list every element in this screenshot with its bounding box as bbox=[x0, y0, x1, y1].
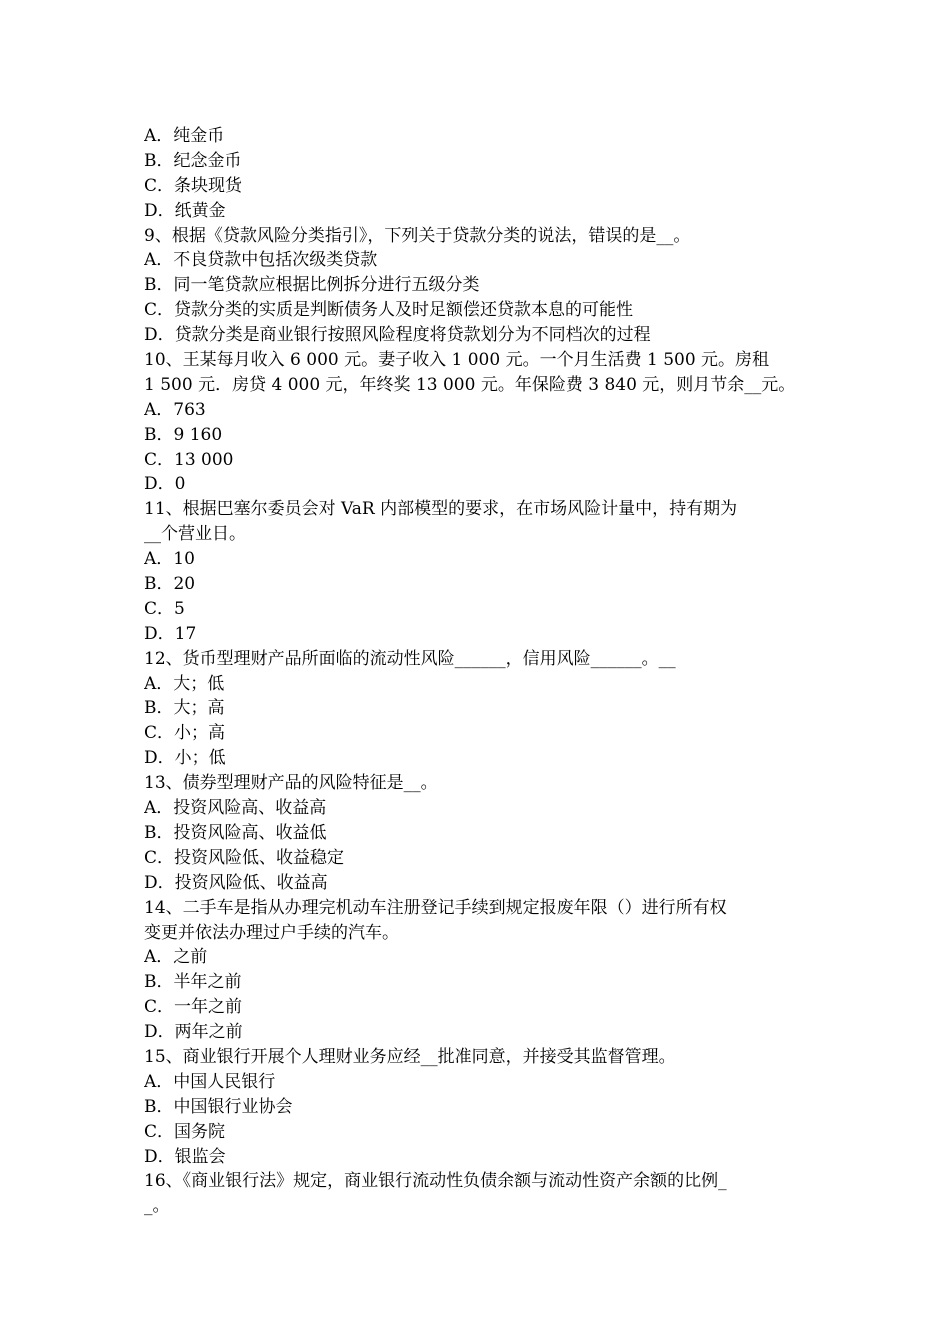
option-line: C．一年之前 bbox=[144, 997, 243, 1018]
option-line: D．两年之前 bbox=[144, 1022, 243, 1043]
option-line: B．中国银行业协会 bbox=[144, 1096, 293, 1117]
option-line: C．5 bbox=[144, 598, 185, 619]
option-line: B．大；高 bbox=[144, 698, 225, 719]
option-line: A．之前 bbox=[144, 947, 208, 968]
option-line: D．贷款分类是商业银行按照风险程度将贷款划分为不同档次的过程 bbox=[144, 325, 651, 346]
option-line: D．银监会 bbox=[144, 1146, 226, 1167]
question-13: 13、债券型理财产品的风险特征是__。 bbox=[144, 773, 438, 794]
option-line: A．大；低 bbox=[144, 673, 225, 694]
question-11: 11、根据巴塞尔委员会对 VaR 内部模型的要求，在市场风险计量中，持有期为 bbox=[144, 499, 738, 520]
question-16: 16、《商业银行法》规定，商业银行流动性负债余额与流动性资产余额的比例_ bbox=[144, 1171, 727, 1192]
question-12: 12、货币型理财产品所面临的流动性风险______，信用风险______。__ bbox=[144, 648, 676, 669]
option-line: B．同一笔贷款应根据比例拆分进行五级分类 bbox=[144, 275, 480, 296]
option-line: D．投资风险低、收益高 bbox=[144, 872, 328, 893]
question-14-cont: 变更并依法办理过户手续的汽车。 bbox=[144, 922, 399, 943]
question-16-cont: _。 bbox=[144, 1196, 170, 1217]
option-line: B．纪念金币 bbox=[144, 150, 242, 171]
question-14: 14、二手车是指从办理完机动车注册登记手续到规定报废年限（）进行所有权 bbox=[144, 897, 727, 918]
option-line: C．小；高 bbox=[144, 723, 226, 744]
option-line: A．10 bbox=[144, 549, 195, 570]
option-line: C．投资风险低、收益稳定 bbox=[144, 847, 345, 868]
option-line: C．13 000 bbox=[144, 449, 234, 470]
question-10-cont: 1 500 元．房贷 4 000 元，年终奖 13 000 元。年保险费 3 840 元，则月节余__元。 bbox=[144, 374, 796, 395]
option-line: A．纯金币 bbox=[144, 126, 225, 146]
option-line: B．投资风险高、收益低 bbox=[144, 822, 327, 843]
option-line: A．不良贷款中包括次级类贷款 bbox=[144, 250, 378, 271]
question-15: 15、商业银行开展个人理财业务应经__批准同意，并接受其监督管理。 bbox=[144, 1046, 676, 1067]
option-line: C．国务院 bbox=[144, 1121, 226, 1142]
option-line: C．条块现货 bbox=[144, 175, 243, 196]
question-9: 9、根据《贷款风险分类指引》，下列关于贷款分类的说法，错误的是__。 bbox=[144, 225, 691, 246]
option-line: D．小；低 bbox=[144, 748, 226, 769]
option-line: D．0 bbox=[144, 474, 186, 495]
option-line: D．纸黄金 bbox=[144, 200, 226, 221]
question-10: 10、王某每月收入 6 000 元。妻子收入 1 000 元。一个月生活费 1 500 元。房租 bbox=[144, 350, 770, 371]
document-page bbox=[144, 124, 810, 1219]
option-line: A．投资风险高、收益高 bbox=[144, 798, 327, 819]
option-line: C．贷款分类的实质是判断债务人及时足额偿还贷款本息的可能性 bbox=[144, 300, 634, 321]
question-11-cont: __个营业日。 bbox=[144, 524, 246, 545]
option-line: D．17 bbox=[144, 623, 197, 644]
option-line: B．半年之前 bbox=[144, 972, 242, 993]
option-line: B．20 bbox=[144, 574, 196, 595]
option-line: A．中国人民银行 bbox=[144, 1071, 276, 1092]
option-line: A．763 bbox=[144, 399, 206, 420]
option-line: B．9 160 bbox=[144, 424, 223, 445]
